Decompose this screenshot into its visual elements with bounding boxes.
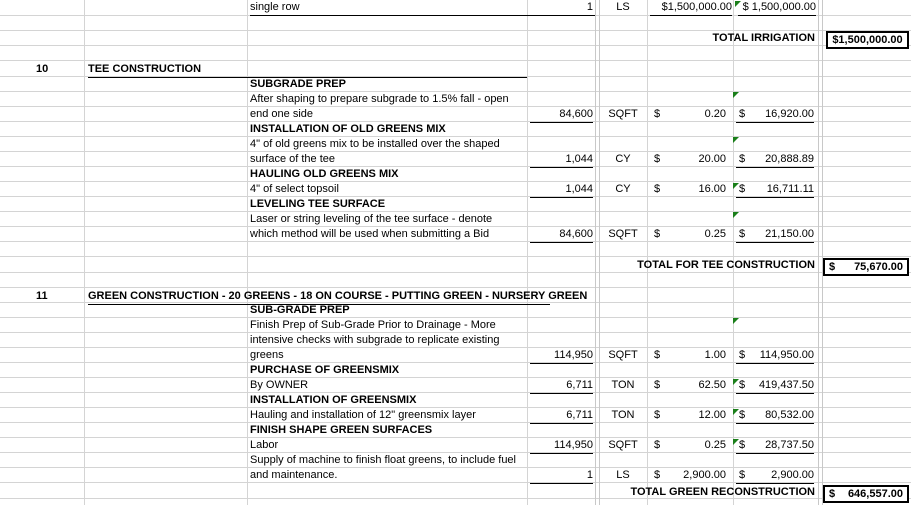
total-irrigation-value[interactable]: $1,500,000.00 [826,31,909,49]
comment-triangle-icon [733,212,739,218]
total-green-dollar: $ [829,488,836,500]
tee-subgrade-desc2: end one side [250,108,313,120]
tee-subgrade-heading: SUBGRADE PREP [250,78,346,90]
finish-shape-total-dollar: $ [739,439,746,451]
total-green-value: 646,557.00 [847,488,903,500]
tee-subgrade-unit[interactable]: SQFT [608,108,638,120]
float-machine-desc2: and maintenance. [250,469,338,481]
tee-subgrade-total[interactable]: 16,920.00 [736,107,814,123]
top-item-qty[interactable]: 1 [586,1,593,13]
tee-hauling-total[interactable]: 16,711.11 [736,182,814,198]
green-subgrade-total-dollar: $ [739,349,746,361]
total-tee-label: TOTAL FOR TEE CONSTRUCTION [637,259,815,271]
total-green-box[interactable] [823,485,909,503]
tee-leveling-heading: LEVELING TEE SURFACE [250,198,386,210]
greensmix-install-total[interactable]: 80,532.00 [736,408,814,424]
greensmix-purchase-unit[interactable]: TON [611,379,635,391]
float-machine-price[interactable]: 2,900.00 [683,469,726,481]
green-subgrade-total[interactable]: 114,950.00 [736,348,814,364]
finish-shape-qty[interactable]: 114,950 [530,438,593,454]
float-machine-price-dollar: $ [654,469,661,481]
greensmix-purchase-desc1: By OWNER [250,379,309,391]
float-machine-qty[interactable]: 1 [530,468,593,484]
total-irrigation-label: TOTAL IRRIGATION [712,32,815,44]
tee-leveling-total[interactable]: 21,150.00 [736,227,814,243]
float-machine-unit[interactable]: LS [616,469,630,481]
tee-leveling-qty[interactable]: 84,600 [530,227,593,243]
finish-shape-price-dollar: $ [654,439,661,451]
green-subgrade-unit[interactable]: SQFT [608,349,638,361]
finish-shape-total[interactable]: 28,737.50 [736,438,814,454]
tee-subgrade-price-dollar: $ [654,108,661,120]
green-subgrade-desc1: Finish Prep of Sub-Grade Prior to Drainage - More [250,319,496,331]
tee-leveling-price[interactable]: 0.25 [704,228,726,240]
top-item-price[interactable]: $1,500,000.00 [650,0,732,16]
greensmix-purchase-price[interactable]: 62.50 [698,379,726,391]
tee-leveling-desc1: Laser or string leveling of the tee surface - denote [250,213,493,225]
section-11-title: GREEN CONSTRUCTION - 20 GREENS - 18 ON COURSE - PUTTING GREEN - NURSERY GREEN [88,289,550,305]
comment-triangle-icon [733,92,739,98]
section-10-title: TEE CONSTRUCTION [88,62,527,78]
finish-shape-heading: FINISH SHAPE GREEN SURFACES [250,424,433,436]
greensmix-purchase-price-dollar: $ [654,379,661,391]
green-subgrade-heading: SUB-GRADE PREP [250,304,350,316]
top-item-total[interactable]: $ 1,500,000.00 [738,0,816,16]
top-item-desc[interactable]: single row [250,0,595,16]
top-item-unit[interactable]: LS [616,1,630,13]
tee-leveling-desc2: which method will be used when submitting a Bid [250,228,490,240]
tee-oldmix-total-dollar: $ [739,153,746,165]
section-10-number: 10 [36,63,49,75]
tee-subgrade-qty[interactable]: 84,600 [530,107,593,123]
green-subgrade-price-dollar: $ [654,349,661,361]
finish-shape-desc1: Labor [250,439,279,451]
green-subgrade-price[interactable]: 1.00 [704,349,726,361]
greensmix-install-price-dollar: $ [654,409,661,421]
tee-leveling-unit[interactable]: SQFT [608,228,638,240]
comment-triangle-icon [733,137,739,143]
greensmix-purchase-qty[interactable]: 6,711 [530,378,593,394]
comment-triangle-icon [733,318,739,324]
finish-shape-price[interactable]: 0.25 [704,439,726,451]
greensmix-install-desc1: Hauling and installation of 12" greensmix layer [250,409,476,421]
greensmix-purchase-heading: PURCHASE OF GREENSMIX [250,364,400,376]
section-11-number: 11 [36,290,48,302]
total-tee-box[interactable] [823,258,909,276]
tee-hauling-qty[interactable]: 1,044 [530,182,593,198]
tee-hauling-price-dollar: $ [654,183,661,195]
tee-leveling-total-dollar: $ [739,228,746,240]
total-tee-dollar: $ [829,261,836,273]
tee-oldmix-desc1: 4" of old greens mix to be installed over the shaped [250,138,500,150]
greensmix-install-total-dollar: $ [739,409,746,421]
tee-oldmix-heading: INSTALLATION OF OLD GREENS MIX [250,123,446,135]
greensmix-install-qty[interactable]: 6,711 [530,408,593,424]
tee-hauling-unit[interactable]: CY [615,183,631,195]
total-green-label: TOTAL GREEN RECONSTRUCTION [630,486,815,498]
float-machine-desc1: Supply of machine to finish float greens, to include fuel [250,454,516,466]
greensmix-install-heading: INSTALLATION OF GREENSMIX [250,394,417,406]
float-machine-total[interactable]: 2,900.00 [736,468,814,484]
greensmix-purchase-total[interactable]: 419,437.50 [736,378,814,394]
tee-subgrade-price[interactable]: 0.20 [704,108,726,120]
tee-oldmix-total[interactable]: 20,888.89 [736,152,814,168]
green-subgrade-desc3: greens [250,349,284,361]
tee-subgrade-total-dollar: $ [739,108,746,120]
green-subgrade-desc2: intensive checks with subgrade to replicate existing [250,334,500,346]
tee-oldmix-unit[interactable]: CY [615,153,631,165]
total-tee-value: 75,670.00 [854,261,903,273]
tee-oldmix-desc2: surface of the tee [250,153,335,165]
tee-oldmix-qty[interactable]: 1,044 [530,152,593,168]
tee-hauling-heading: HAULING OLD GREENS MIX [250,168,399,180]
tee-hauling-total-dollar: $ [739,183,746,195]
greensmix-purchase-total-dollar: $ [739,379,746,391]
tee-hauling-price[interactable]: 16.00 [698,183,726,195]
float-machine-total-dollar: $ [739,469,746,481]
tee-oldmix-price-dollar: $ [654,153,661,165]
tee-hauling-desc1: 4" of select topsoil [250,183,339,195]
tee-leveling-price-dollar: $ [654,228,661,240]
greensmix-install-price[interactable]: 12.00 [698,409,726,421]
tee-subgrade-desc1: After shaping to prepare subgrade to 1.5% fall - open [250,93,509,105]
finish-shape-unit[interactable]: SQFT [608,439,638,451]
greensmix-install-unit[interactable]: TON [611,409,635,421]
green-subgrade-qty[interactable]: 114,950 [530,348,593,364]
tee-oldmix-price[interactable]: 20.00 [698,153,726,165]
